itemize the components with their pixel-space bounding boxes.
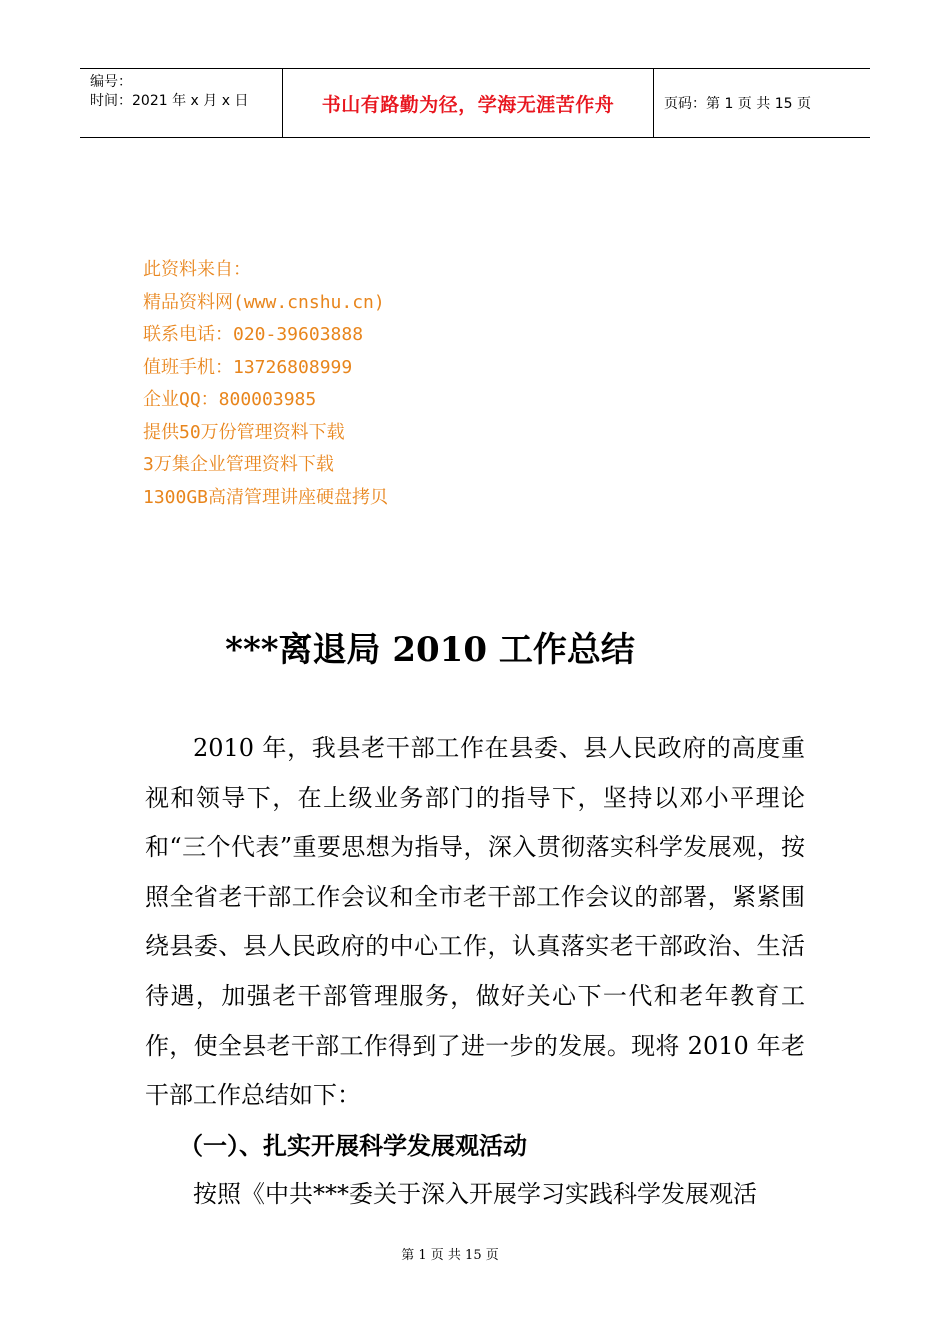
number-label: 编号： [90,74,132,90]
ad-line: 1300GB高清管理讲座硬盘拷贝 [143,486,389,508]
ad-line: 3万集企业管理资料下载 [143,454,334,475]
time-label: 时间：2021 年 x 月 x 日 [90,93,249,109]
ad-line: 此资料来自： [143,259,251,280]
ad-line: 提供50万份管理资料下载 [143,421,345,443]
paragraph: 2010 年，我县老干部工作在县委、县人民政府的高度重视和领导下，在上级业务部门的指导下，坚持以邓小平理论和“三个代表”重要思想为指导，深入贯彻落实科学发展观，按照全省老干部工作会议和全市老干部工作会议的部署，紧紧围绕县委、县人民政府的中心工作，认真落实老干部政治、生活待遇，加强老干部管理服务，做好关心下一代和老年教育工作，使全县老干部工作得到了进一步的发展。现将 2010 年老干部工作总结如下： [145,734,805,1110]
header-page-info: 页码：第 1 页 共 15 页 [664,96,811,112]
document-body [145,724,805,1220]
document-header [80,68,870,138]
ad-line: 精品资料网(www.cnshu.cn) [143,291,385,313]
header-motto: 书山有路勤为径，学海无涯苦作舟 [282,69,654,137]
ad-line: 企业QQ：800003985 [143,389,317,410]
paragraph: 按照《中共***委关于深入开展学习实践科学发展观活 [193,1180,757,1209]
ad-line: 联系电话：020-39603888 [143,324,364,345]
section-heading: （一）、扎实开展科学发展观活动 [179,1130,527,1160]
document-title: ***离退局 2010 工作总结 [225,630,635,670]
ad-block [143,254,388,514]
header-meta [80,69,282,137]
page-footer: 第 1 页 共 15 页 [401,1248,499,1263]
ad-line: 值班手机：13726808999 [143,356,353,378]
